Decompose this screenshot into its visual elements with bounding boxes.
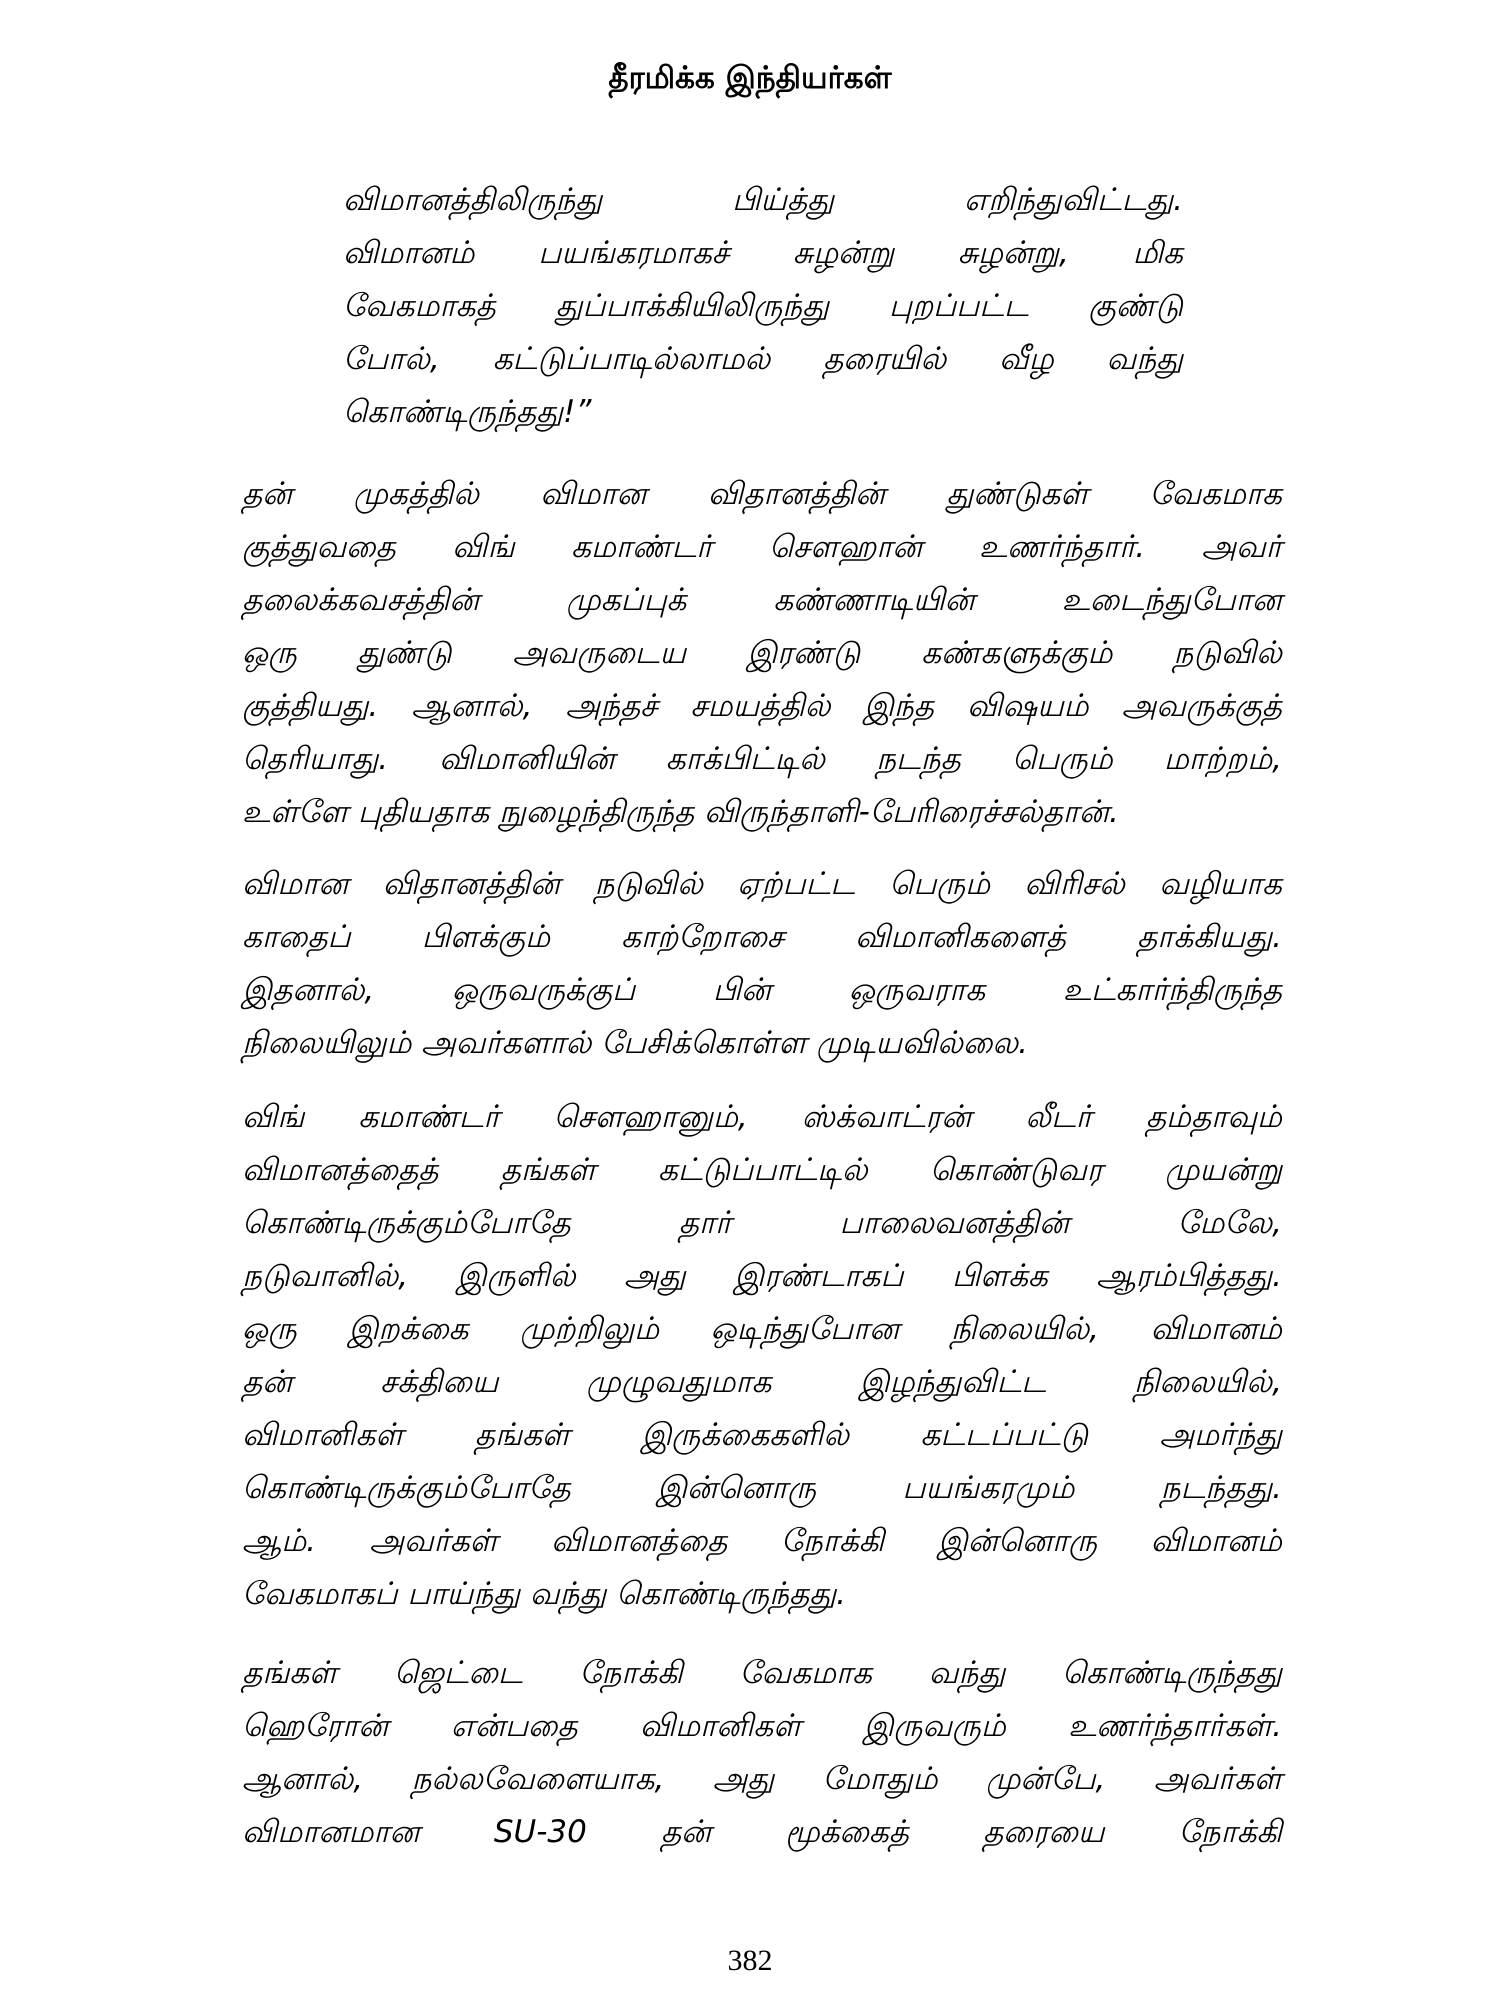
quote-line: கொண்டிருந்தது!”	[343, 394, 592, 430]
paragraph-line: கொண்டிருக்கும்போதே இன்னொரு பயங்கரமும் நடந்தது.	[242, 1470, 1282, 1506]
paragraph-2	[242, 858, 1282, 1070]
paragraph-line: ஆம். அவர்கள் விமானத்தை நோக்கி இன்னொரு விமானம்	[242, 1523, 1282, 1559]
paragraph-line: விங் கமாண்டர் சௌஹானும், ஸ்க்வாட்ரன் லீடர் தம்தாவும்	[242, 1099, 1282, 1135]
paragraph-line: ஆனால், நல்லவேளையாக, அது மோதும் முன்பே, அவர்கள்	[242, 1761, 1282, 1797]
paragraph-line: நடுவானில், இருளில் அது இரண்டாகப் பிளக்க ஆரம்பித்தது.	[242, 1258, 1282, 1294]
paragraph-line: விமானத்தைத் தங்கள் கட்டுப்பாட்டில் கொண்டுவர முயன்று	[242, 1152, 1282, 1188]
paragraph-1	[242, 468, 1282, 839]
paragraph-line: விமானிகள் தங்கள் இருக்கைகளில் கட்டப்பட்டு அமர்ந்து	[242, 1417, 1282, 1453]
paragraph-line: தன் முகத்தில் விமான விதானத்தின் துண்டுகள் வேகமாக	[242, 476, 1282, 512]
quote-line: விமானத்திலிருந்து பிய்த்து எறிந்துவிட்டது.	[343, 182, 1183, 218]
paragraph-line: ஹெரோன் என்பதை விமானிகள் இருவரும் உணர்ந்தார்கள்.	[242, 1708, 1282, 1744]
paragraph-line: ஒரு துண்டு அவருடைய இரண்டு கண்களுக்கும் நடுவில்	[242, 635, 1282, 671]
paragraph-4	[242, 1647, 1282, 1859]
paragraph-line: உள்ளே புதியதாக நுழைந்திருந்த விருந்தாளி-பேரிரைச்சல்தான்.	[242, 794, 1119, 830]
page-number: 382	[727, 1944, 773, 1977]
paragraph-line: காதைப் பிளக்கும் காற்றோசை விமானிகளைத் தாக்கியது.	[242, 919, 1282, 955]
paragraph-line: வேகமாகப் பாய்ந்து வந்து கொண்டிருந்தது.	[242, 1576, 846, 1612]
paragraph-line: விமானமான SU-30 தன் மூக்கைத் தரையை நோக்கி	[242, 1814, 1282, 1850]
quote-block	[343, 174, 1183, 439]
paragraph-line: நிலையிலும் அவர்களால் பேசிக்கொள்ள முடியவில்லை.	[242, 1025, 1028, 1061]
paragraph-line: தெரியாது. விமானியின் காக்பிட்டில் நடந்த பெரும் மாற்றம்,	[242, 741, 1282, 777]
paragraph-3	[242, 1091, 1282, 1621]
quote-line: விமானம் பயங்கரமாகச் சுழன்று சுழன்று, மிக	[343, 235, 1183, 271]
paragraph-line: தன் சக்தியை முழுவதுமாக இழந்துவிட்ட நிலையில்,	[242, 1364, 1282, 1400]
paragraph-line: இதனால், ஒருவருக்குப் பின் ஒருவராக உட்கார்ந்திருந்த	[242, 972, 1282, 1008]
paragraph-line: குத்துவதை விங் கமாண்டர் சௌஹான் உணர்ந்தார். அவர்	[242, 529, 1282, 565]
paragraph-line: தலைக்கவசத்தின் முகப்புக் கண்ணாடியின் உடைந்துபோன	[242, 582, 1282, 618]
paragraph-line: கொண்டிருக்கும்போதே தார் பாலைவனத்தின் மேலே,	[242, 1205, 1282, 1241]
paragraph-line: தங்கள் ஜெட்டை நோக்கி வேகமாக வந்து கொண்டிருந்தது	[242, 1655, 1282, 1691]
quote-line: வேகமாகத் துப்பாக்கியிலிருந்து புறப்பட்ட குண்டு	[343, 288, 1183, 324]
running-header: தீரமிக்க இந்தியர்கள்	[608, 60, 892, 96]
quote-line: போல், கட்டுப்பாடில்லாமல் தரையில் வீழ வந்து	[343, 341, 1183, 377]
paragraph-line: குத்தியது. ஆனால், அந்தச் சமயத்தில் இந்த விஷயம் அவருக்குத்	[242, 688, 1282, 724]
paragraph-line: ஒரு இறக்கை முற்றிலும் ஒடிந்துபோன நிலையில், விமானம்	[242, 1311, 1282, 1347]
paragraph-line: விமான விதானத்தின் நடுவில் ஏற்பட்ட பெரும் விரிசல் வழியாக	[242, 866, 1282, 902]
